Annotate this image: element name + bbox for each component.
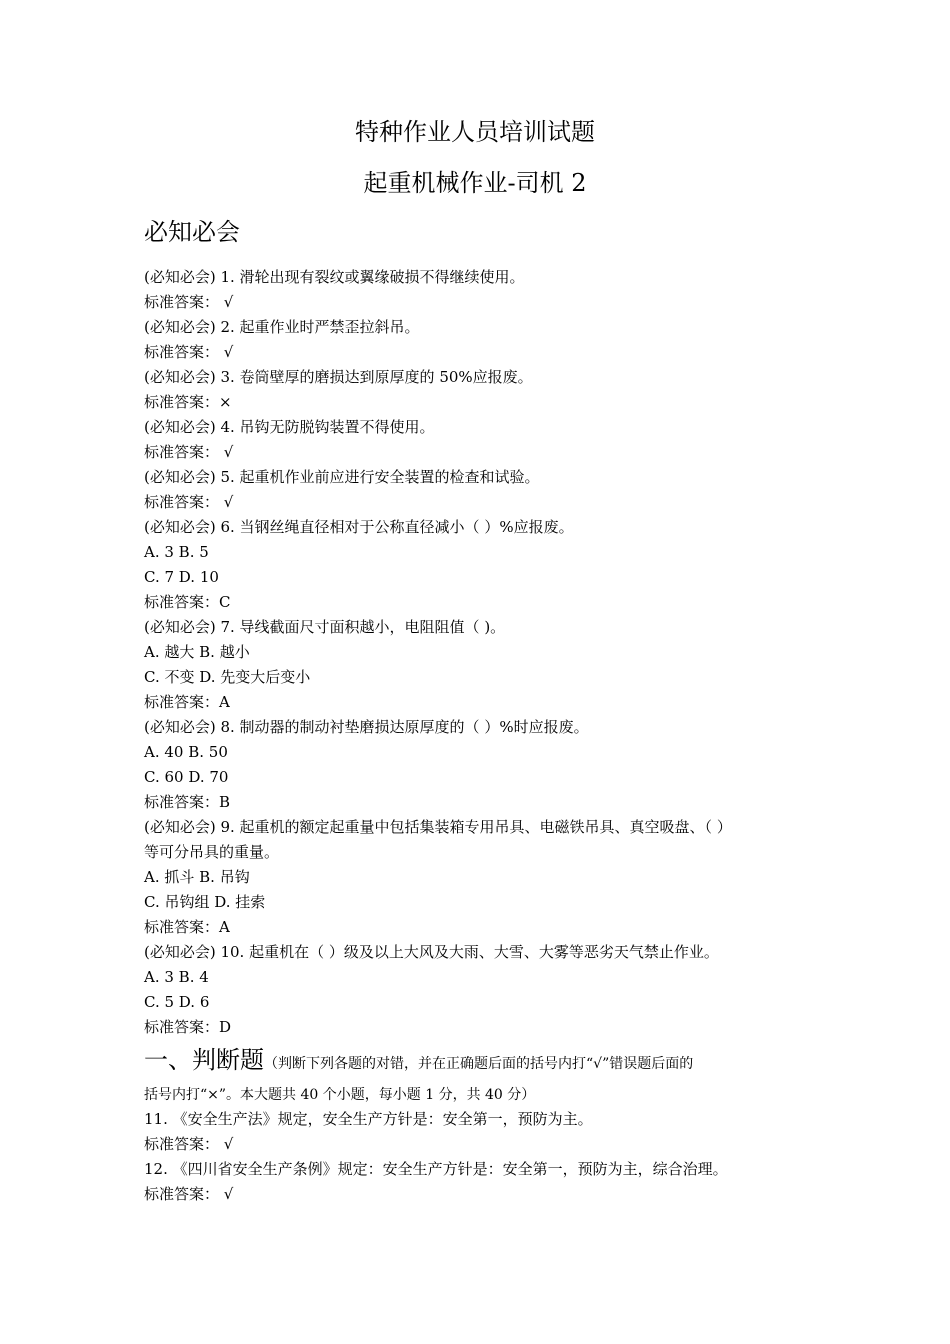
question-line: (必知必会) 10. 起重机在（ ）级及以上大风及大雨、大雪、大雾等恶劣天气禁止作业。: [144, 943, 719, 961]
question-line: (必知必会) 7. 导线截面尺寸面积越小，电阻阻值（ )。: [144, 618, 506, 636]
question-line: (必知必会) 6. 当钢丝绳直径相对于公称直径减小（ ）%应报废。: [144, 518, 574, 536]
answer-line: 标准答案： √: [144, 1135, 234, 1153]
question-line: (必知必会) 8. 制动器的制动衬垫磨损达原厚度的（ ）%时应报废。: [144, 718, 589, 736]
question-line: (必知必会) 2. 起重作业时严禁歪拉斜吊。: [144, 318, 420, 336]
option-line: A. 抓斗 B. 吊钩: [144, 868, 250, 886]
question-line: (必知必会) 5. 起重机作业前应进行安全装置的检查和试验。: [144, 468, 540, 486]
judgement-section-heading: [144, 1042, 844, 1079]
judgement-heading-title: 一、判断题: [144, 1046, 264, 1074]
answer-line: 标准答案：D: [144, 1018, 232, 1036]
answer-line: 标准答案： √: [144, 1185, 234, 1203]
option-line: A. 40 B. 50: [144, 743, 228, 761]
judgement-heading-note: （判断下列各题的对错，并在正确题后面的括号内打“√”错误题后面的: [264, 1056, 694, 1072]
option-line: C. 5 D. 6: [144, 993, 210, 1011]
option-line: C. 吊钩组 D. 挂索: [144, 893, 266, 911]
answer-line: 标准答案：A: [144, 693, 230, 711]
question-list: [144, 265, 844, 1207]
answer-line: 标准答案：C: [144, 593, 231, 611]
option-line: C. 7 D. 10: [144, 568, 219, 586]
answer-line: 标准答案： √: [144, 493, 234, 511]
question-line: (必知必会) 4. 吊钩无防脱钩装置不得使用。: [144, 418, 435, 436]
option-line: A. 越大 B. 越小: [144, 643, 250, 661]
question-line: (必知必会) 1. 滑轮出现有裂纹或翼缘破损不得继续使用。: [144, 268, 525, 286]
question-line: 12. 《四川省安全生产条例》规定：安全生产方针是：安全第一，预防为主，综合治理。: [144, 1160, 728, 1178]
answer-line: 标准答案：B: [144, 793, 231, 811]
option-line: C. 不变 D. 先变大后变小: [144, 668, 311, 686]
answer-line: 标准答案： √: [144, 343, 234, 361]
judgement-heading-note-continued: 括号内打“×”。本大题共 40 个小题，每小题 1 分，共 40 分）: [144, 1087, 536, 1103]
option-line: A. 3 B. 4: [144, 968, 209, 986]
answer-line: 标准答案： √: [144, 443, 234, 461]
document-subtitle: 起重机械作业-司机 2: [363, 169, 587, 197]
question-line-continued: 等可分吊具的重量。: [144, 843, 280, 861]
document-title: 特种作业人员培训试题: [355, 118, 595, 146]
answer-line: 标准答案：×: [144, 393, 232, 411]
option-line: C. 60 D. 70: [144, 768, 229, 786]
option-line: A. 3 B. 5: [144, 543, 209, 561]
question-line: 11. 《安全生产法》规定，安全生产方针是：安全第一，预防为主。: [144, 1110, 593, 1128]
answer-line: 标准答案： √: [144, 293, 234, 311]
answer-line: 标准答案：A: [144, 918, 230, 936]
section-heading: 必知必会: [144, 218, 240, 246]
question-line: (必知必会) 9. 起重机的额定起重量中包括集装箱专用吊具、电磁铁吊具、真空吸盘、（ ）: [144, 818, 732, 836]
question-line: (必知必会) 3. 卷筒壁厚的磨损达到原厚度的 50%应报废。: [144, 368, 533, 386]
